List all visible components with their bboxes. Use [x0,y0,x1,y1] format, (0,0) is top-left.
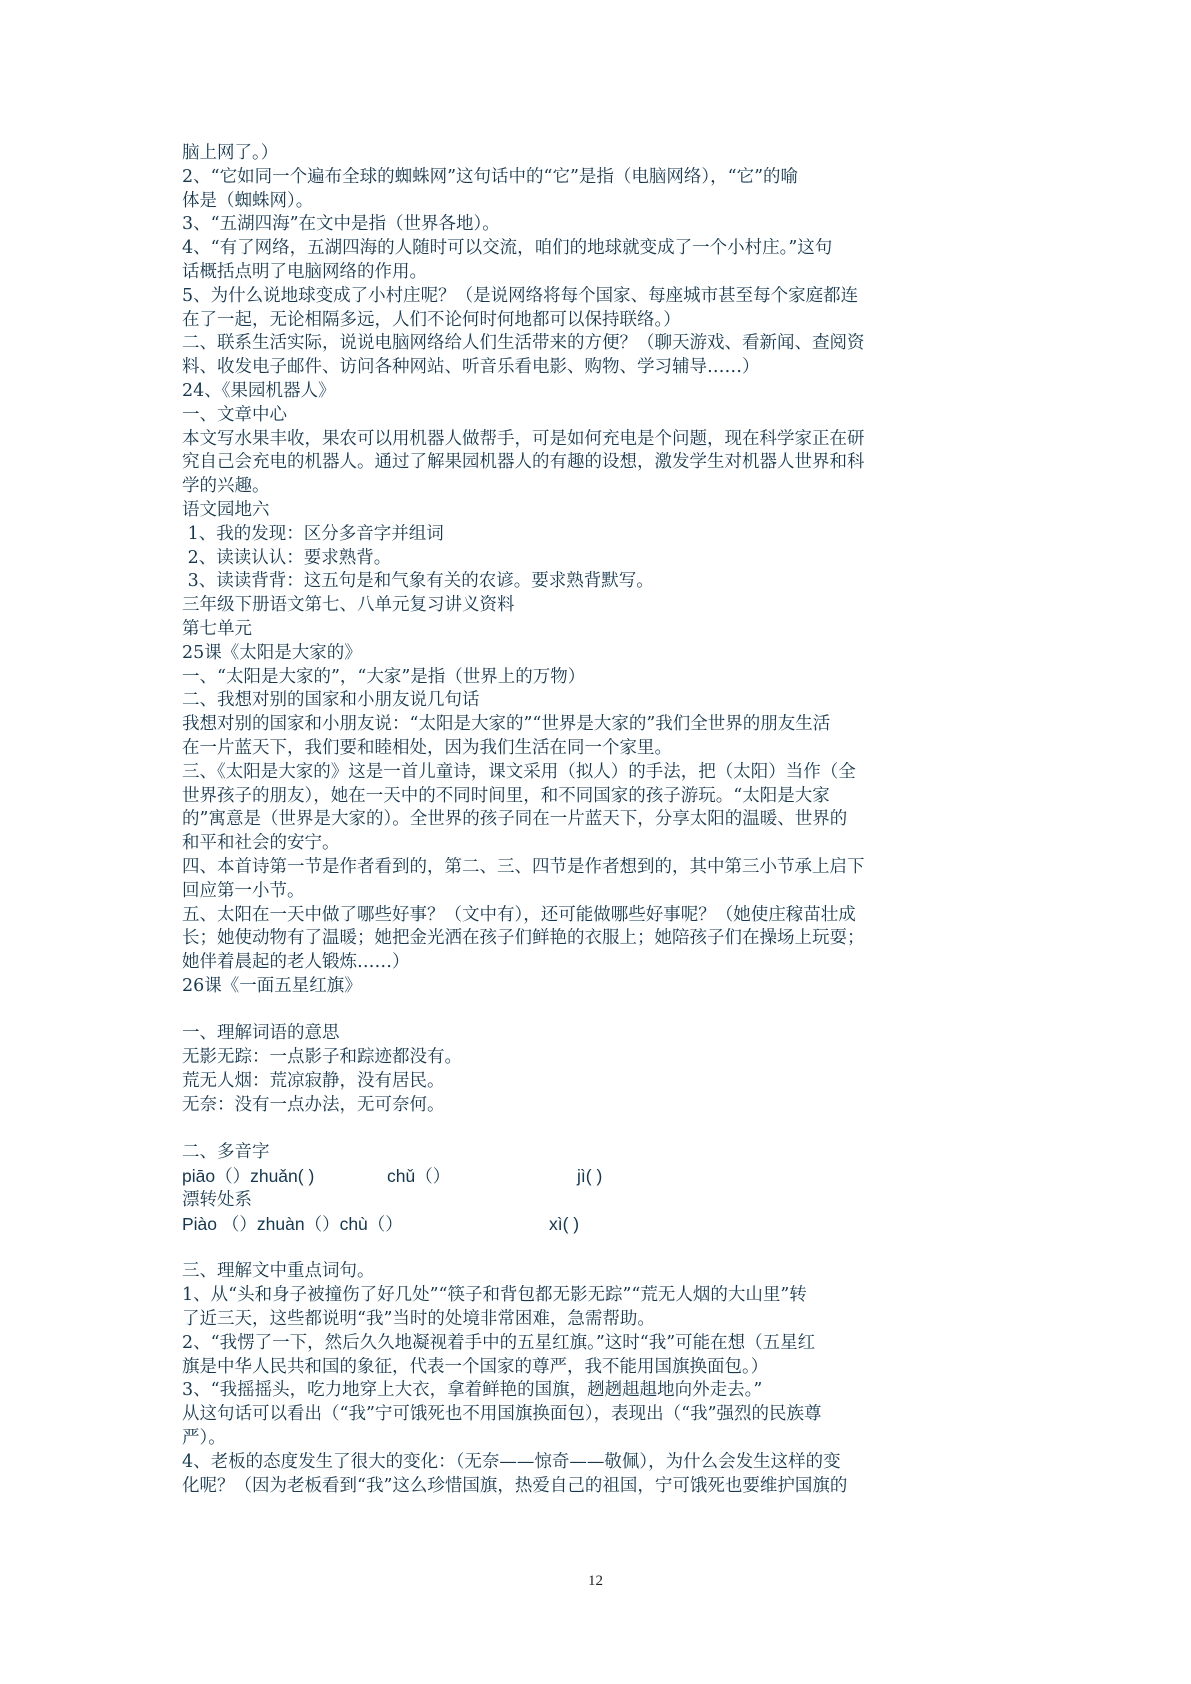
text-line: 无奈：没有一点办法，无可奈何。 [182,1094,445,1115]
pinyin-item: chǔ（） [387,1166,451,1187]
text-line: 料、收发电子邮件、访问各种网站、听音乐看电影、购物、学习辅导……） [182,357,760,378]
text-line: 严）。 [182,1428,226,1449]
text-line: 究自己会充电的机器人。通过了解果园机器人的有趣的设想，激发学生对机器人世界和科 [182,452,865,473]
text-line [182,1237,1017,1261]
pinyin-item: jì( ) [577,1166,603,1187]
text-line: 我想对别的国家和小朋友说：“太阳是大家的”“世界是大家的”我们全世界的朋友生活 [182,714,831,735]
text-line: 二、我想对别的国家和小朋友说几句话 [182,690,480,711]
text-line: 2、读读认认：要求熟背。 [182,547,392,568]
text-line: 语文园地六 [182,499,270,520]
text-line: 体是（蜘蛛网）。 [182,190,314,211]
text-line: 4、老板的态度发生了很大的变化：（无奈——惊奇——敬佩），为什么会发生这样的变 [182,1451,841,1472]
text-line: 她伴着晨起的老人锻炼……） [182,952,410,973]
text-line [182,1118,1017,1142]
text-line: 了近三天，这些都说明“我”当时的处境非常困难，急需帮助。 [182,1309,655,1330]
pinyin-item: piāo（）zhuǎn( ) [182,1166,315,1187]
text-line: 话概括点明了电脑网络的作用。 [182,261,427,282]
text-line: 4、“有了网络，五湖四海的人随时可以交流，咱们的地球就变成了一个小村庄。”这句 [182,238,833,259]
text-line: 长；她使动物有了温暖；她把金光洒在孩子们鲜艳的衣服上；她陪孩子们在操场上玩耍； [182,928,865,949]
text-line: 一、文章中心 [182,404,287,425]
polyphone-characters: 漂转处系 [182,1190,252,1211]
text-line: 2、“它如同一个遍布全球的蜘蛛网”这句话中的“它”是指（电脑网络），“它”的喻 [182,166,799,187]
text-line: 世界孩子的朋友），她在一天中的不同时间里，和不同国家的孩子游玩。“太阳是大家 [182,785,830,806]
text-line: 化呢？（因为老板看到“我”这么珍惜国旗，热爱自己的祖国，宁可饿死也要维护国旗的 [182,1475,848,1496]
text-line: 荒无人烟：荒凉寂静，没有居民。 [182,1071,445,1092]
pinyin-row [182,1213,1017,1237]
document-body [182,142,1017,1498]
text-line: 旗是中华人民共和国的象征，代表一个国家的尊严，我不能用国旗换面包。） [182,1356,769,1377]
page-number: 12 [588,1573,603,1589]
text-line: 三年级下册语文第七、八单元复习讲义资料 [182,595,515,616]
text-line: 二、联系生活实际，说说电脑网络给人们生活带来的方便？（聊天游戏、看新闻、查阅资 [182,333,865,354]
text-line: 脑上网了。） [182,143,279,163]
text-line: 一、理解词语的意思 [182,1023,340,1044]
text-line: 二、多音字 [182,1142,270,1163]
text-line: 五、太阳在一天中做了哪些好事？（文中有），还可能做哪些好事呢？（她使庄稼苗壮成 [182,904,856,925]
text-line: 1、从“头和身子被撞伤了好几处”“筷子和背包都无影无踪”“荒无人烟的大山里”转 [182,1285,807,1306]
text-line: 三、《太阳是大家的》这是一首儿童诗，课文采用（拟人）的手法，把（太阳）当作（全 [182,761,856,782]
text-line: 在了一起，无论相隔多远，人们不论何时何地都可以保持联络。） [182,309,681,330]
text-line: 第七单元 [182,618,252,639]
text-line: 24、《果园机器人》 [182,380,336,401]
text-line: 25课《太阳是大家的》 [182,642,362,663]
text-line: 的”寓意是（世界是大家的）。全世界的孩子同在一片蓝天下，分享太阳的温暖、世界的 [182,809,848,830]
text-line: 26课《一面五星红旗》 [182,975,362,996]
text-line: 一、“太阳是大家的”，“大家”是指（世界上的万物） [182,666,586,687]
text-line: 在一片蓝天下，我们要和睦相处，因为我们生活在同一个家里。 [182,737,672,758]
text-line: 3、“我摇摇头，吃力地穿上大衣，拿着鲜艳的国旗，趔趔趄趄地向外走去。” [182,1380,763,1401]
pinyin-item: Piào （）zhuàn（）chù（） [182,1213,403,1234]
text-line: 学的兴趣。 [182,476,270,497]
text-line: 回应第一小节。 [182,880,305,901]
pinyin-item: xì( ) [549,1213,580,1234]
text-line: 1、我的发现：区分多音字并组词 [182,523,444,544]
text-line: 5、为什么说地球变成了小村庄呢？（是说网络将每个国家、每座城市甚至每个家庭都连 [182,285,859,306]
text-line: 本文写水果丰收，果农可以用机器人做帮手，可是如何充电是个问题，现在科学家正在研 [182,428,865,449]
pinyin-row [182,1165,1017,1189]
text-line: 无影无踪：一点影子和踪迹都没有。 [182,1047,462,1068]
text-line: 3、“五湖四海”在文中是指（世界各地）。 [182,214,500,235]
text-line: 2、“我愣了一下，然后久久地凝视着手中的五星红旗。”这时“我”可能在想（五星红 [182,1332,816,1353]
text-line: 从这句话可以看出（“我”宁可饿死也不用国旗换面包），表现出（“我”强烈的民族尊 [182,1404,822,1425]
text-line: 3、读读背背：这五句是和气象有关的农谚。要求熟背默写。 [182,571,654,592]
text-line [182,999,1017,1023]
text-line: 和平和社会的安宁。 [182,833,340,854]
text-line: 三、理解文中重点词句。 [182,1261,375,1282]
text-line: 四、本首诗第一节是作者看到的，第二、三、四节是作者想到的，其中第三小节承上启下 [182,856,865,877]
